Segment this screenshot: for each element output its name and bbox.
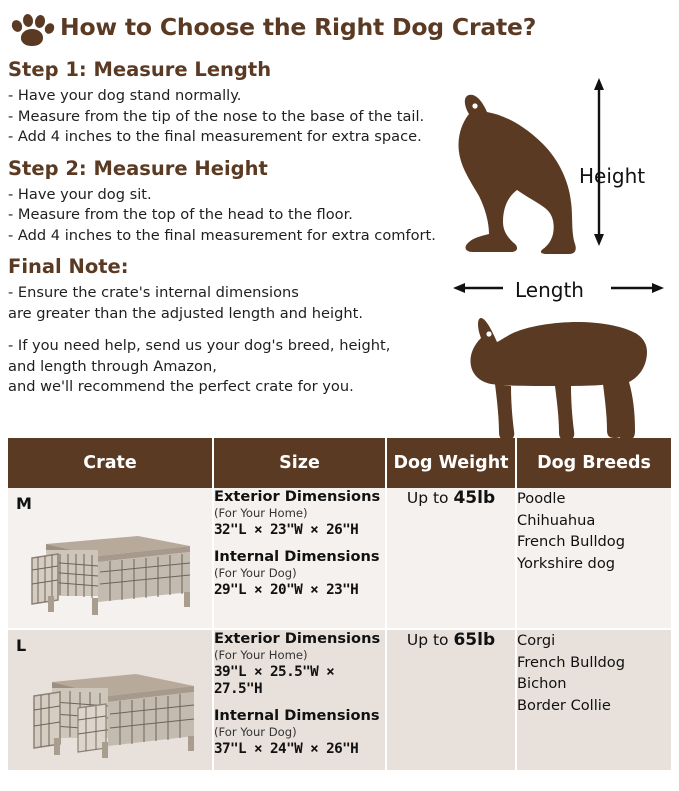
column-header-size: Size: [213, 438, 386, 488]
crate-cell-m: [8, 488, 213, 629]
breeds-cell-m: [516, 488, 671, 629]
final-note-help-line-2: and length through Amazon,: [8, 357, 217, 375]
dog-illustration-group: [451, 56, 673, 456]
breed-item: Yorkshire dog: [517, 554, 616, 572]
weight-cell-m: [386, 488, 516, 629]
exterior-sub-l: (For Your Home): [214, 648, 308, 662]
column-header-crate: Crate: [8, 438, 213, 488]
step-1-line-2: - Measure from the tip of the nose to the base of the tail.: [8, 107, 425, 125]
final-note-heading: Final Note:: [8, 255, 129, 278]
step-1-line-3: - Add 4 inches to the final measurement for extra space.: [8, 128, 422, 145]
internal-dims-m: 29"L × 20"W × 23"H: [214, 582, 359, 598]
weight-prefix-m: Up to: [406, 489, 454, 507]
crate-cell-l: [8, 629, 213, 771]
table-row: [8, 488, 671, 629]
column-header-dog-breeds: Dog Breeds: [516, 438, 671, 488]
step-2-line-1: - Have your dog sit.: [8, 185, 152, 203]
final-note-help-line-3: and we'll recommend the perfect crate for you.: [8, 378, 354, 395]
breed-item: Bichon: [517, 675, 567, 692]
exterior-dims-m: 32"L × 23"W × 26"H: [214, 522, 359, 538]
size-cell-m: [213, 488, 386, 629]
breed-item: French Bulldog: [517, 653, 625, 671]
instructions-section: [0, 50, 679, 450]
sitting-dog-silhouette-icon: [458, 95, 575, 254]
length-label: Length: [515, 278, 584, 302]
weight-value-l: 65lb: [453, 630, 496, 650]
medium-wooden-dog-crate-photo: [18, 514, 203, 619]
header: [0, 0, 679, 50]
final-note-line-2: are greater than the adjusted length and height.: [8, 304, 363, 322]
crate-size-letter-l: L: [16, 636, 27, 655]
exterior-dims-l: 39"L × 25.5"W × 27.5"H: [214, 664, 335, 697]
breeds-cell-l: [516, 629, 671, 771]
table-row: [8, 629, 671, 771]
weight-value-m: 45lb: [453, 488, 496, 508]
vertical-double-arrow-icon: [594, 78, 604, 246]
paw-print-icon: [8, 10, 54, 44]
dog-illustration-svg: [451, 56, 673, 456]
instructions-text-column: [8, 58, 468, 398]
internal-title-m: Internal Dimensions: [214, 548, 380, 565]
breed-item: French Bulldog: [517, 533, 625, 550]
table-header-row: [8, 438, 671, 488]
page-title: How to Choose the Right Dog Crate?: [60, 13, 537, 41]
exterior-sub-m: (For Your Home): [214, 506, 308, 520]
size-cell-l: [213, 629, 386, 771]
height-label: Height: [579, 164, 646, 188]
breed-item: Corgi: [517, 632, 556, 649]
weight-prefix-l: Up to: [406, 631, 454, 649]
internal-sub-l: (For Your Dog): [214, 725, 297, 739]
breed-item: Poodle: [517, 490, 566, 507]
final-note-help-line-1: - If you need help, send us your dog's breed, height,: [8, 337, 391, 354]
step-1-heading: Step 1: Measure Length: [8, 58, 272, 81]
column-header-dog-weight: Dog Weight: [386, 438, 516, 488]
internal-title-l: Internal Dimensions: [214, 707, 380, 724]
step-2-line-2: - Measure from the top of the head to the floor.: [8, 206, 353, 223]
exterior-title-m: Exterior Dimensions: [214, 488, 381, 505]
breed-item: Border Collie: [517, 696, 611, 714]
internal-sub-m: (For Your Dog): [214, 566, 297, 580]
standing-dog-silhouette-icon: [470, 318, 647, 440]
large-wooden-dog-crate-photo: [18, 656, 203, 761]
spacer: [8, 324, 468, 336]
internal-dims-l: 37"L × 24"W × 26"H: [214, 741, 359, 757]
exterior-title-l: Exterior Dimensions: [214, 630, 381, 647]
step-1-line-1: - Have your dog stand normally.: [8, 87, 242, 104]
breed-item: Chihuahua: [517, 511, 596, 529]
step-2-line-3: - Add 4 inches to the final measurement for extra comfort.: [8, 226, 436, 244]
step-2-heading: Step 2: Measure Height: [8, 156, 268, 180]
final-note-line-1: - Ensure the crate's internal dimensions: [8, 284, 299, 301]
crate-comparison-table: [8, 438, 671, 772]
crate-size-letter-m: M: [16, 494, 32, 513]
weight-cell-l: [386, 629, 516, 771]
